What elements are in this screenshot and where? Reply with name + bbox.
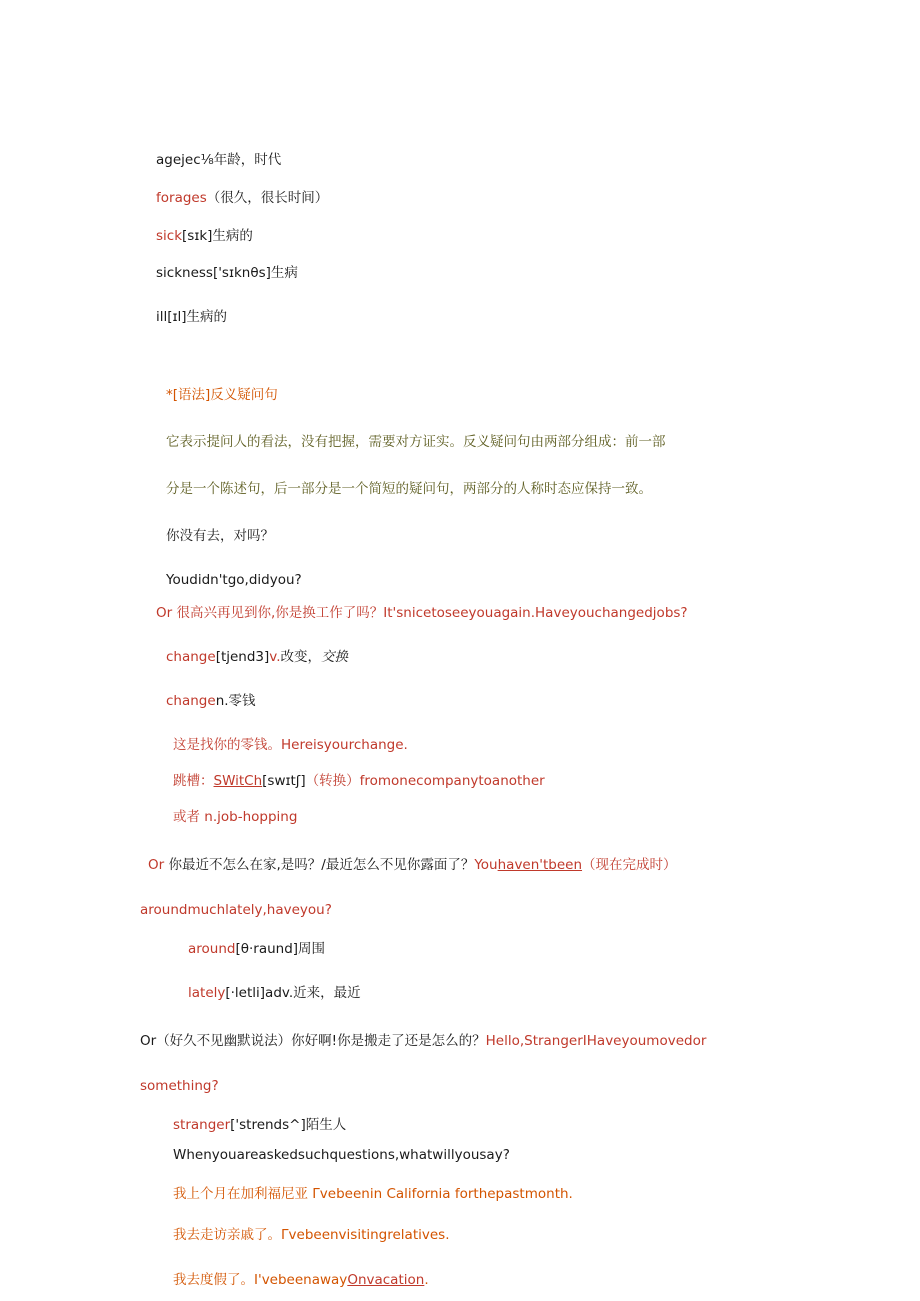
- or2-note: （现在完成时）: [582, 857, 677, 873]
- vocab-sick-rest: [sɪk]生病的: [182, 228, 253, 244]
- vocab-forages-word: forages: [156, 190, 207, 206]
- grammar-example-en: Youdidn'tgo,didyou?: [166, 572, 302, 588]
- change-sentence: 这是找你的零钱。Hereisyourchange.: [173, 737, 408, 753]
- vocab-sickness: sickness['sɪknθs]生病: [156, 265, 298, 281]
- question-line: Whenyouareaskedsuchquestions,whatwillyousay?: [173, 1147, 510, 1163]
- grammar-desc-1: 它表示提问人的看法，没有把握，需要对方证实。反义疑问句由两部分组成：前一部: [166, 434, 666, 450]
- vocab-change-verb: [166, 648, 348, 666]
- or3-cn: （好久不见幽默说法）你好啊!你是搬走了还是怎么的？: [156, 1033, 486, 1049]
- vocab-age: agejec⅛年龄，时代: [156, 152, 282, 168]
- switch-line: [173, 772, 545, 790]
- or2-en-a: You: [474, 857, 498, 873]
- vocab-sick-word: sick: [156, 228, 183, 244]
- change-gloss-italic: 交换: [321, 649, 349, 665]
- answer-3: [173, 1271, 429, 1289]
- or2-prefix: Or: [148, 857, 165, 873]
- change-ipa: [tjend3]: [215, 649, 270, 665]
- vocab-around: [188, 940, 325, 958]
- vocab-ill: ill[ɪl]生病的: [156, 309, 228, 325]
- answer-3-post: .: [424, 1272, 429, 1288]
- lately-word: lately: [188, 985, 226, 1001]
- or2-cn: 你最近不怎么在家,是吗？/最近怎么不见你露面了？: [164, 857, 475, 873]
- or-sentence-1: Or 很高兴再见到你,你是换工作了吗？It'snicetoseeyouagain.Haveyouchangedjobs?: [156, 605, 688, 621]
- grammar-desc-2: 分是一个陈述句，后一部分是一个简短的疑问句，两部分的人称时态应保持一致。: [166, 481, 652, 497]
- vocab-sick: [156, 227, 253, 245]
- change-word: change: [166, 649, 216, 665]
- vocab-forages: [156, 189, 328, 207]
- grammar-heading: *[语法]反义疑问句: [166, 387, 278, 403]
- stranger-rest: ['strends^]陌生人: [230, 1117, 347, 1133]
- switch-word: SWitCh: [213, 773, 263, 789]
- or3-en: Hello,StrangerIHaveyoumovedor: [485, 1033, 707, 1049]
- change-gloss: 改变，: [280, 649, 322, 665]
- answer-2: 我去走访亲戚了。Γvebeenvisitingrelatives.: [173, 1227, 450, 1243]
- or-sentence-2-cont: aroundmuchlately,haveyou?: [140, 902, 332, 918]
- or-sentence-3-cont: something?: [140, 1078, 219, 1094]
- vocab-stranger: [173, 1116, 346, 1134]
- job-hopping-line: 或者 n.job-hopping: [173, 809, 298, 825]
- change-pos: v.: [269, 649, 281, 665]
- around-word: around: [188, 941, 236, 957]
- switch-prefix: 跳槽：: [173, 773, 214, 789]
- or2-en-b: haven'tbeen: [497, 857, 583, 873]
- stranger-word: stranger: [173, 1117, 231, 1133]
- or-sentence-2: [148, 856, 677, 874]
- vocab-forages-gloss: （很久，很长时间）: [206, 190, 329, 206]
- change-noun-gloss: n.零钱: [215, 693, 256, 709]
- or-sentence-3: [140, 1032, 706, 1050]
- switch-rest: （转换）fromonecompanytoanother: [305, 773, 545, 789]
- change-noun-word: change: [166, 693, 216, 709]
- vocab-change-noun: [166, 692, 256, 710]
- switch-ipa: [swɪtʃ]: [262, 773, 306, 789]
- answer-3-underlined: Onvacation: [347, 1272, 425, 1288]
- grammar-example-cn: 你没有去，对吗？: [166, 528, 274, 544]
- lately-rest: [·letli]adv.近来，最近: [225, 985, 361, 1001]
- answer-1: 我上个月在加利福尼亚 Γvebeenin California forthepastmonth.: [173, 1186, 573, 1202]
- vocab-lately: [188, 984, 361, 1002]
- or3-prefix: Or: [140, 1033, 157, 1049]
- around-rest: [θ·raund]周围: [235, 941, 326, 957]
- answer-3-pre: 我去度假了。I'vebeenaway: [173, 1272, 348, 1288]
